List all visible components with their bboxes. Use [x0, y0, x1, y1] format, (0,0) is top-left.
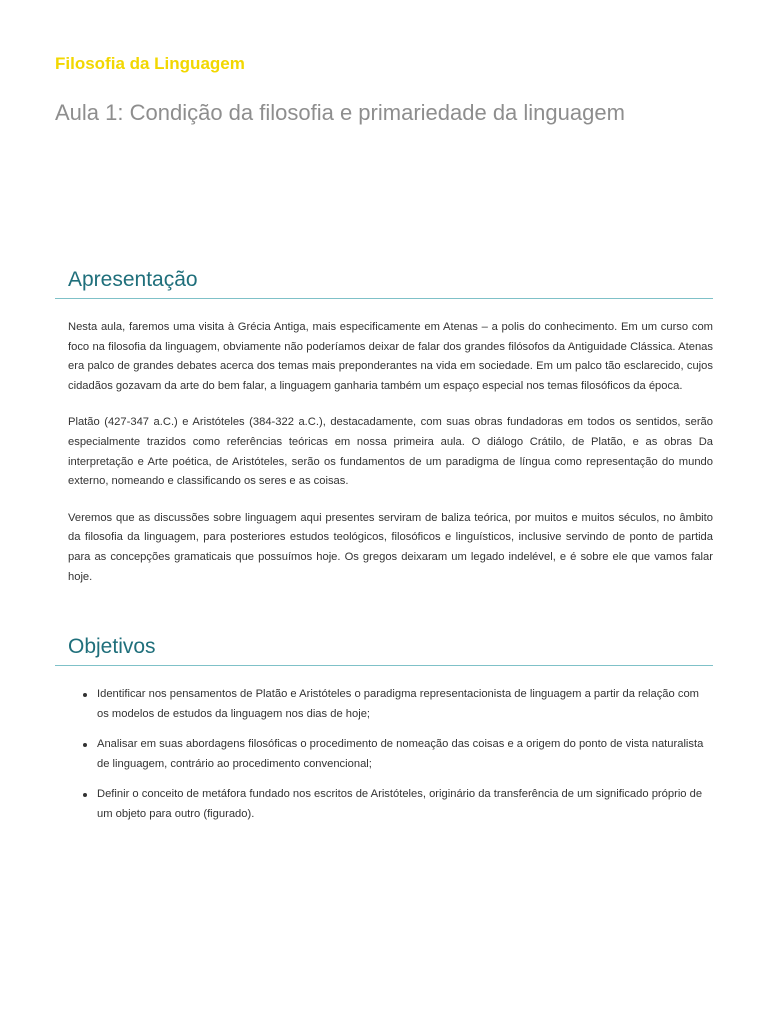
presentation-body [55, 299, 713, 587]
lesson-title: Aula 1: Condição da filosofia e primariedade da linguagem [55, 100, 625, 125]
objectives-body [55, 666, 713, 825]
presentation-paragraph-1: Nesta aula, faremos uma visita à Grécia Antiga, mais especificamente em Atenas – a polis do conhecimento. Em um curso com foco na filosofia da linguagem, obviamente não poderíamos deixar de falar dos grandes filósofos da Antiguidade Clássica. Atenas era palco de grandes debates acerca dos temas mais preponderantes na vida em sociedade. Em um palco tão esclarecido, cujos cidadãos gozavam da arte do bem falar, a linguagem ganharia também um espaço especial nos temas filosóficos da época. [68, 321, 713, 392]
objective-item [81, 735, 713, 774]
presentation-paragraph-2: Platão (427-347 a.C.) e Aristóteles (384-322 a.C.), destacadamente, com suas obras fundadoras em todos os sentidos, serão especialmente trazidos como referências teóricas em nossa primeira aula. O diálogo Crátilo, de Platão, e as obras Da interpretação e Arte poética, de Aristóteles, serão os fundamentos de um paradigma de língua como representação do mundo externo, nomeando e classificando os seres e as coisas. [68, 416, 713, 488]
course-title: Filosofia da Linguagem [55, 54, 245, 73]
presentation-heading: Apresentação [55, 266, 713, 299]
presentation-section [55, 266, 713, 604]
objectives-list [68, 685, 713, 825]
bullet-icon [83, 743, 87, 747]
objectives-heading: Objetivos [55, 633, 713, 666]
presentation-paragraph-3: Veremos que as discussões sobre linguagem aqui presentes serviram de baliza teórica, por muitos e muitos séculos, no âmbito da filosofia da linguagem, para posteriores estudos teológicos, filosóficos e linguísticos, inclusive servindo de ponto de partida para as concepções gramaticais que possuímos hoje. Os gregos deixaram um legado indelével, e é sobre ele que vamos falar hoje. [68, 511, 713, 583]
objective-text: Identificar nos pensamentos de Platão e Aristóteles o paradigma representacionista de linguagem a partir da relação com os modelos de estudos da linguagem nos dias de hoje; [97, 688, 699, 720]
objective-item [81, 685, 713, 724]
objective-text: Definir o conceito de metáfora fundado nos escritos de Aristóteles, originário da transferência de um significado próprio de um objeto para outro (figurado). [97, 788, 703, 820]
bullet-icon [83, 793, 87, 797]
objectives-section [55, 633, 713, 836]
bullet-icon [83, 693, 87, 697]
objective-text: Analisar em suas abordagens filosóficas o procedimento de nomeação das coisas e a origem do ponto de vista naturalista de linguagem, contrário ao procedimento convencional; [97, 738, 704, 770]
objective-item [81, 785, 713, 824]
